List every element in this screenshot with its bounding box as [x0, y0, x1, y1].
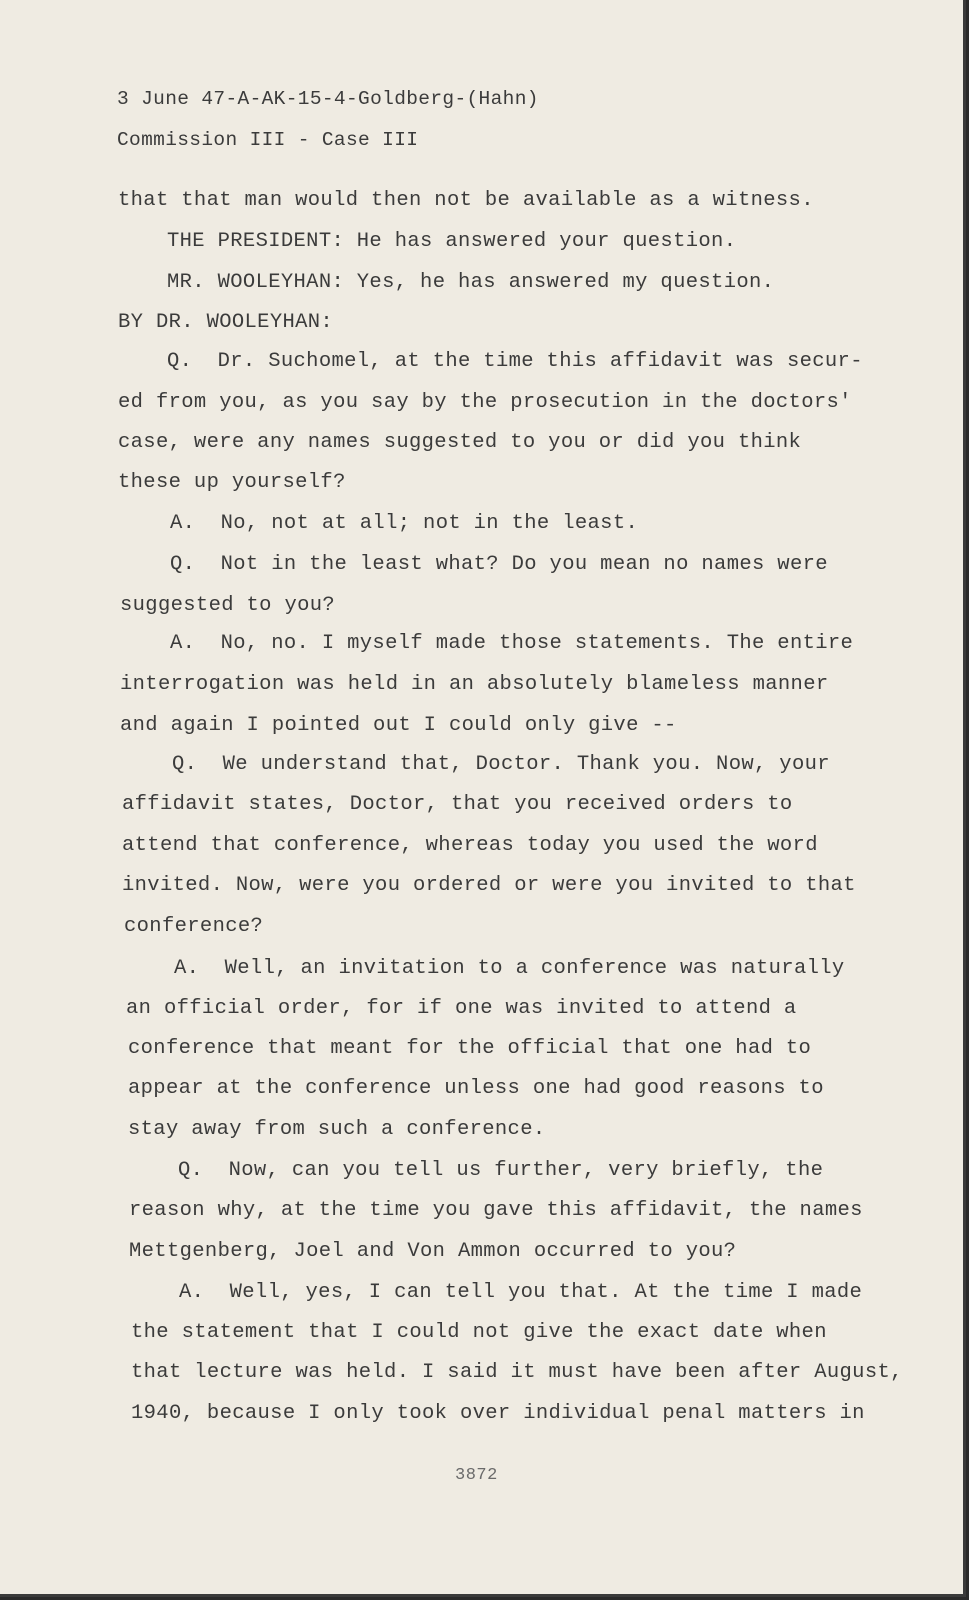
text-line: reason why, at the time you gave this affidavit, the names [129, 1199, 863, 1222]
text-line: that that man would then not be available as a witness. [118, 189, 814, 212]
text-line: A. No, not at all; not in the least. [170, 512, 639, 535]
text-line: these up yourself? [118, 471, 346, 494]
header-commission: Commission III - Case III [117, 129, 419, 151]
text-line: 1940, because I only took over individual penal matters in [131, 1402, 865, 1425]
text-line: the statement that I could not give the exact date when [131, 1321, 827, 1344]
text-line: stay away from such a conference. [128, 1118, 546, 1141]
text-line: Mettgenberg, Joel and Von Ammon occurred to you? [129, 1240, 737, 1263]
text-line: Q. Dr. Suchomel, at the time this affidavit was secur- [167, 350, 863, 373]
text-line: suggested to you? [120, 594, 336, 617]
text-line: an official order, for if one was invited to attend a [126, 997, 797, 1020]
text-line: A. No, no. I myself made those statements. The entire [170, 632, 854, 655]
text-line: conference? [124, 915, 264, 938]
text-line: Q. Now, can you tell us further, very briefly, the [178, 1159, 824, 1182]
text-line: MR. WOOLEYHAN: Yes, he has answered my question. [167, 271, 775, 294]
page-number: 3872 [455, 1466, 498, 1485]
text-line: attend that conference, whereas today you used the word [122, 834, 818, 857]
text-line: interrogation was held in an absolutely blameless manner [120, 673, 829, 696]
text-line: appear at the conference unless one had good reasons to [128, 1077, 824, 1100]
text-line: BY DR. WOOLEYHAN: [118, 311, 334, 334]
text-line: and again I pointed out I could only give -- [120, 714, 677, 737]
text-line: affidavit states, Doctor, that you received orders to [122, 793, 793, 816]
text-line: A. Well, yes, I can tell you that. At the time I made [179, 1281, 863, 1304]
text-line: conference that meant for the official that one had to [128, 1037, 812, 1060]
text-line: invited. Now, were you ordered or were you invited to that [122, 874, 856, 897]
text-line: that lecture was held. I said it must have been after August, [131, 1361, 903, 1384]
text-line: case, were any names suggested to you or did you think [118, 431, 802, 454]
header-reference: 3 June 47-A-AK-15-4-Goldberg-(Hahn) [117, 88, 539, 110]
text-line: A. Well, an invitation to a conference was naturally [174, 957, 845, 980]
text-line: Q. Not in the least what? Do you mean no names were [170, 553, 828, 576]
text-line: Q. We understand that, Doctor. Thank you. Now, your [172, 753, 830, 776]
text-line: THE PRESIDENT: He has answered your question. [167, 230, 737, 253]
text-line: ed from you, as you say by the prosecution in the doctors' [118, 391, 852, 414]
